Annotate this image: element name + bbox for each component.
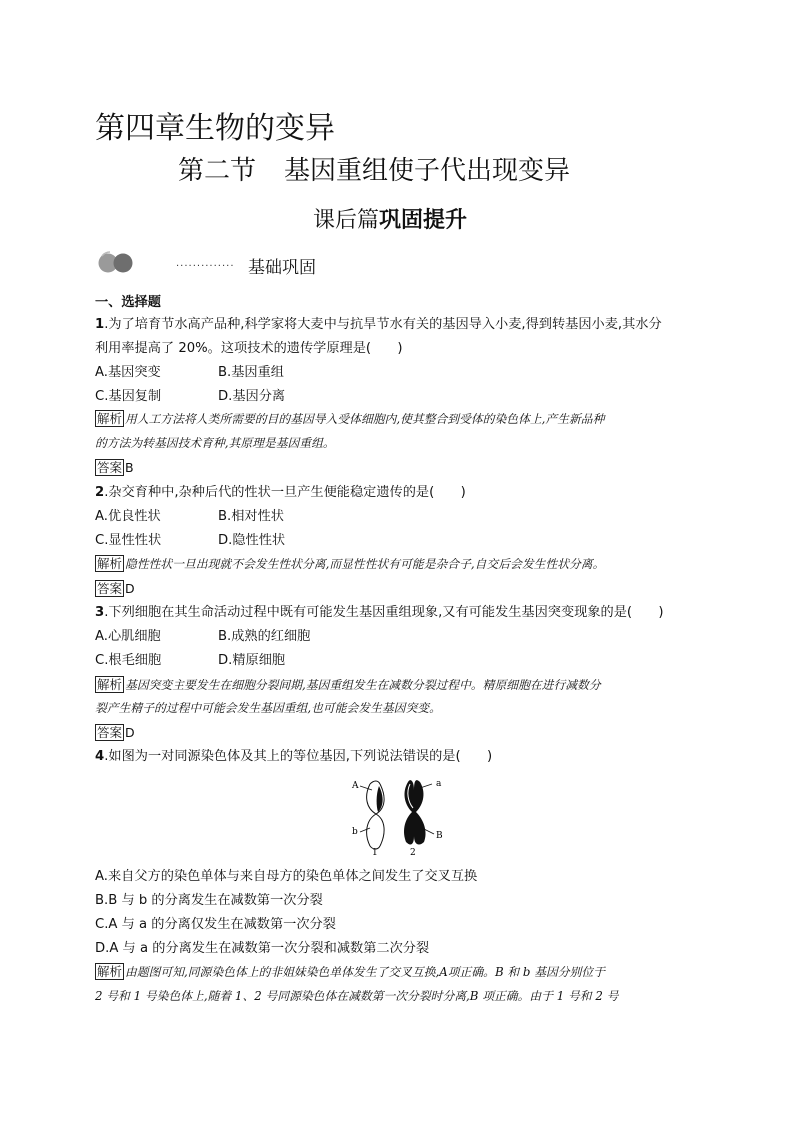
q2-option-b: B.相对性状 bbox=[218, 509, 284, 524]
question-4-number: 4 bbox=[95, 749, 105, 764]
question-1-line-1 bbox=[95, 316, 662, 334]
q4-option-d: D.A 与 a 的分离发生在减数第一次分裂和减数第二次分裂 bbox=[95, 941, 430, 956]
question-4-text: .如图为一对同源染色体及其上的等位基因,下列说法错误的是( ) bbox=[104, 749, 493, 764]
q3-answer: 答案 D bbox=[97, 725, 135, 740]
q3-option-d: D.精原细胞 bbox=[218, 653, 286, 668]
question-3-line-1 bbox=[95, 604, 664, 622]
question-2-text: .杂交育种中,杂种后代的性状一旦产生便能稳定遗传的是( ) bbox=[104, 485, 466, 500]
q1-explanation-line-1: 解析 用人工方法将人类所需要的目的基因导入受体细胞内,使其整合到受体的染色体上,产生新品种 bbox=[97, 411, 605, 426]
question-2-line-1 bbox=[95, 484, 466, 502]
q1-option-d: D.基因分离 bbox=[218, 389, 286, 404]
double-circle-icon bbox=[96, 249, 146, 277]
section-title bbox=[178, 150, 570, 187]
q1-explanation-line-2: 的方法为转基因技术育种,其原理是基因重组。 bbox=[95, 436, 335, 450]
chromosome-2 bbox=[404, 780, 426, 844]
question-4-line-1 bbox=[95, 748, 492, 766]
dotted-leader: ·············· bbox=[176, 261, 235, 272]
question-3-text: .下列细胞在其生命活动过程中既有可能发生基因重组现象,又有可能发生基因突变现象的是( ) bbox=[104, 605, 664, 620]
section-name: 基因重组使子代出现变异 bbox=[284, 156, 571, 186]
q4-option-a: A.来自父方的染色单体与来自母方的染色单体之间发生了交叉互换 bbox=[95, 869, 478, 884]
basic-consolidation-banner bbox=[96, 249, 356, 277]
question-3-number: 3 bbox=[95, 605, 105, 620]
q2-option-a: A.优良性状 bbox=[95, 509, 161, 524]
q1-answer: 答案 B bbox=[97, 460, 134, 475]
q4-explanation-line-1: 解析 由题图可知,同源染色体上的非姐妹染色单体发生了交叉互换,A项正确。B 和 b 基因分别位于 bbox=[97, 964, 605, 979]
question-1-line-2: 利用率提高了 20%。这项技术的遗传学原理是( ) bbox=[95, 341, 403, 356]
answer-tag: 答案 bbox=[97, 725, 123, 740]
label-b: b bbox=[352, 827, 358, 837]
pointer-b bbox=[360, 828, 370, 832]
label-a: a bbox=[436, 779, 442, 789]
question-1-text: .为了培育节水高产品种,科学家将大麦中与抗旱节水有关的基因导入小麦,得到转基因小麦,其水分 bbox=[104, 317, 662, 332]
label-B: B bbox=[436, 831, 443, 841]
q2-answer: 答案 D bbox=[97, 581, 135, 596]
q3-explanation-line-1: 解析 基因突变主要发生在细胞分裂间期,基因重组发生在减数分裂过程中。精原细胞在进行减数分 bbox=[97, 677, 601, 692]
q2-option-c: C.显性性状 bbox=[95, 533, 162, 548]
q2-option-d: D.隐性性状 bbox=[218, 533, 286, 548]
chromosome-1 bbox=[367, 781, 384, 849]
q4-option-c: C.A 与 a 的分离仅发生在减数第一次分裂 bbox=[95, 917, 336, 932]
q4-option-b: B.B 与 b 的分离发生在减数第一次分裂 bbox=[95, 893, 323, 908]
q3-option-b: B.成熟的红细胞 bbox=[218, 629, 311, 644]
q1-option-a: A.基因突变 bbox=[95, 365, 161, 380]
explanation-tag: 解析 bbox=[97, 677, 123, 692]
answer-tag: 答案 bbox=[97, 581, 123, 596]
label-A: A bbox=[352, 781, 359, 791]
explanation-tag: 解析 bbox=[97, 411, 123, 426]
q2-explanation-line-1: 解析 隐性性状一旦出现就不会发生性状分离,而显性性状有可能是杂合子,自交后会发生性状分离。 bbox=[97, 556, 605, 571]
chapter-title: 第四章生物的变异 bbox=[95, 111, 335, 146]
homologous-chromosomes-figure bbox=[348, 776, 448, 856]
banner-label: 基础巩固 bbox=[248, 258, 316, 278]
section-number: 第二节 bbox=[178, 156, 257, 186]
subtitle-normal: 课后篇 bbox=[313, 208, 380, 233]
explanation-tag: 解析 bbox=[97, 556, 123, 571]
part-heading: 一、选择题 bbox=[95, 295, 161, 310]
subtitle bbox=[313, 203, 467, 234]
answer-tag: 答案 bbox=[97, 460, 123, 475]
q4-explanation-line-2: 2 号和 1 号染色体上,随着 1、2 号同源染色体在减数第一次分裂时分离,B 项正确。由于 1 号和 2 号 bbox=[95, 989, 619, 1003]
label-2: 2 bbox=[410, 848, 416, 856]
question-1-number: 1 bbox=[95, 317, 105, 332]
subtitle-bold: 巩固提升 bbox=[379, 208, 468, 233]
pointer-A bbox=[360, 786, 372, 790]
explanation-tag: 解析 bbox=[97, 964, 123, 979]
q3-option-c: C.根毛细胞 bbox=[95, 653, 162, 668]
q1-option-b: B.基因重组 bbox=[218, 365, 284, 380]
label-1: 1 bbox=[372, 848, 378, 856]
q3-explanation-line-2: 裂产生精子的过程中可能会发生基因重组,也可能会发生基因突变。 bbox=[95, 701, 441, 715]
q3-option-a: A.心肌细胞 bbox=[95, 629, 161, 644]
question-2-number: 2 bbox=[95, 485, 105, 500]
q1-option-c: C.基因复制 bbox=[95, 389, 162, 404]
